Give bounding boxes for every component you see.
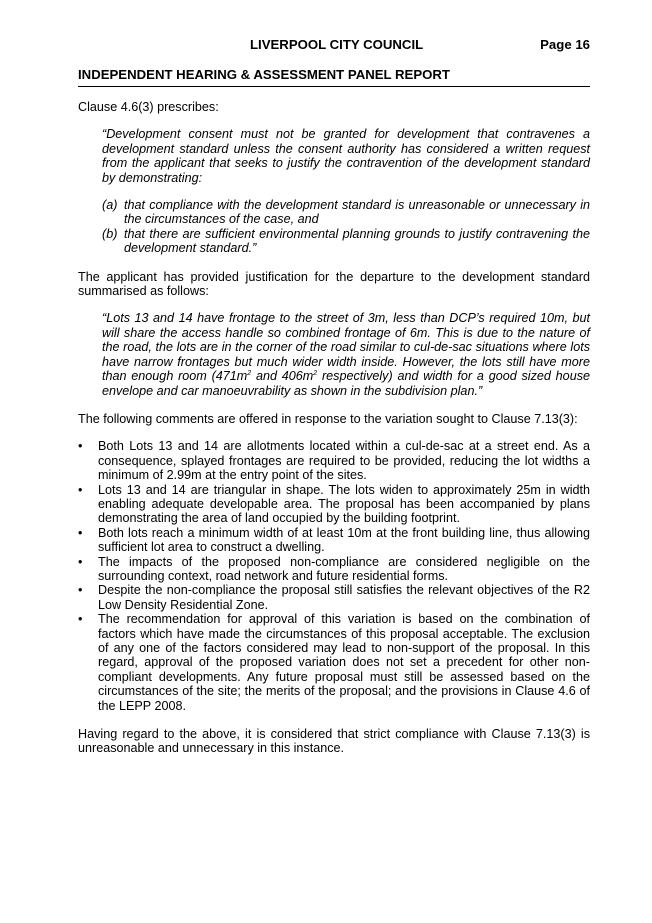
header-divider bbox=[78, 86, 590, 87]
intro-paragraph: Clause 4.6(3) prescribes: bbox=[78, 100, 219, 114]
list-item-text: Both lots reach a minimum width of at least 10m at the front building line, thus allowing sufficient lot area to construct a dwelling. bbox=[98, 525, 590, 555]
bullet-icon: • bbox=[78, 612, 83, 627]
list-item-text: The recommendation for approval of this variation is based on the combination of factors which have made the circumstances of this proposal acceptable. The exclusion of any one of the factors considered may lead to non-support of the proposal. In this regard, approval of the proposed variation does not set a precedent for other non-compliant developments. Any future proposal must still be assessed based on the circumstances of the site; the merits of the proposal; and the provisions in Clause 4.6 of the LEPP 2008. bbox=[98, 612, 590, 713]
list-item-text: that compliance with the development standard is unreasonable or unnecessary in the circumstances of the case, and bbox=[124, 198, 590, 227]
clause-quote-list bbox=[102, 198, 590, 256]
list-item bbox=[78, 583, 590, 612]
bullet-icon: • bbox=[78, 583, 83, 598]
justification-intro: The applicant has provided justification for the departure to the development standard summarised as follows: bbox=[78, 269, 590, 299]
list-item-text: Both Lots 13 and 14 are allotments located within a cul-de-sac at a street end. As a consequence, splayed frontages are required to be provided, reducing the lot widths a minimum of 2.99m at the entry point of the sites. bbox=[98, 439, 590, 483]
list-item-text: The impacts of the proposed non-compliance are considered negligible on the surrounding context, road network and future residential forms. bbox=[98, 554, 590, 583]
list-item bbox=[78, 555, 590, 584]
report-title: INDEPENDENT HEARING & ASSESSMENT PANEL REPORT bbox=[78, 67, 450, 82]
conclusion-paragraph: Having regard to the above, it is considered that strict compliance with Clause 7.13(3) is unreasonable and unnecessary in this instance. bbox=[78, 727, 590, 756]
applicant-quote-part-3: respectively) and width for a good sized house envelope and car manoeuvrability as shown in the subdivision plan.” bbox=[102, 369, 590, 398]
clause-quote: “Development consent must not be granted for development that contravenes a development standard unless the consent authority has considered a written request from the applicant that seeks to justify the contravention of the development standard by demonstrating: bbox=[102, 127, 590, 185]
list-item bbox=[78, 526, 590, 555]
comments-intro: The following comments are offered in response to the variation sought to Clause 7.13(3): bbox=[78, 411, 578, 426]
superscript: 2 bbox=[247, 369, 252, 377]
bullet-icon: • bbox=[78, 439, 83, 454]
page-number: Page 16 bbox=[540, 37, 590, 52]
bullet-icon: • bbox=[78, 482, 83, 497]
clause-quote-item bbox=[102, 198, 590, 227]
applicant-quote-part-2: and 406m bbox=[251, 369, 314, 384]
list-marker: (a) bbox=[102, 198, 118, 213]
page-header bbox=[78, 38, 590, 54]
list-item-text: Despite the non-compliance the proposal still satisfies the relevant objectives of the R2 Low Density Residential Zone. bbox=[98, 583, 590, 612]
list-item-text: Lots 13 and 14 are triangular in shape. The lots widen to approximately 25m in width enabling adequate developable area. The proposal has been accompanied by plans demonstrating the area of land occupied by the building footprint. bbox=[98, 482, 590, 526]
council-name: LIVERPOOL CITY COUNCIL bbox=[250, 37, 424, 52]
list-marker: (b) bbox=[102, 226, 118, 241]
comments-list bbox=[78, 439, 590, 713]
applicant-quote bbox=[102, 311, 590, 397]
list-item bbox=[78, 439, 590, 482]
superscript: 2 bbox=[313, 369, 318, 377]
bullet-icon: • bbox=[78, 525, 83, 540]
list-item bbox=[78, 612, 590, 713]
clause-quote-item bbox=[102, 227, 590, 256]
applicant-quote-part-1: “Lots 13 and 14 have frontage to the street of 3m, less than DCP’s required 10m, but will share the access handle so combined frontage of 6m. This is due to the nature of the road, the lots are in the corner of the road similar to cul-de-sac situations where lots have narrow frontages but much wider width inside. However, the lots still have more than enough room (471m bbox=[102, 311, 590, 384]
list-item bbox=[78, 483, 590, 526]
bullet-icon: • bbox=[78, 554, 83, 569]
report-body bbox=[78, 100, 590, 769]
list-item-text: that there are sufficient environmental planning grounds to justify contravening the development standard.” bbox=[124, 226, 590, 256]
